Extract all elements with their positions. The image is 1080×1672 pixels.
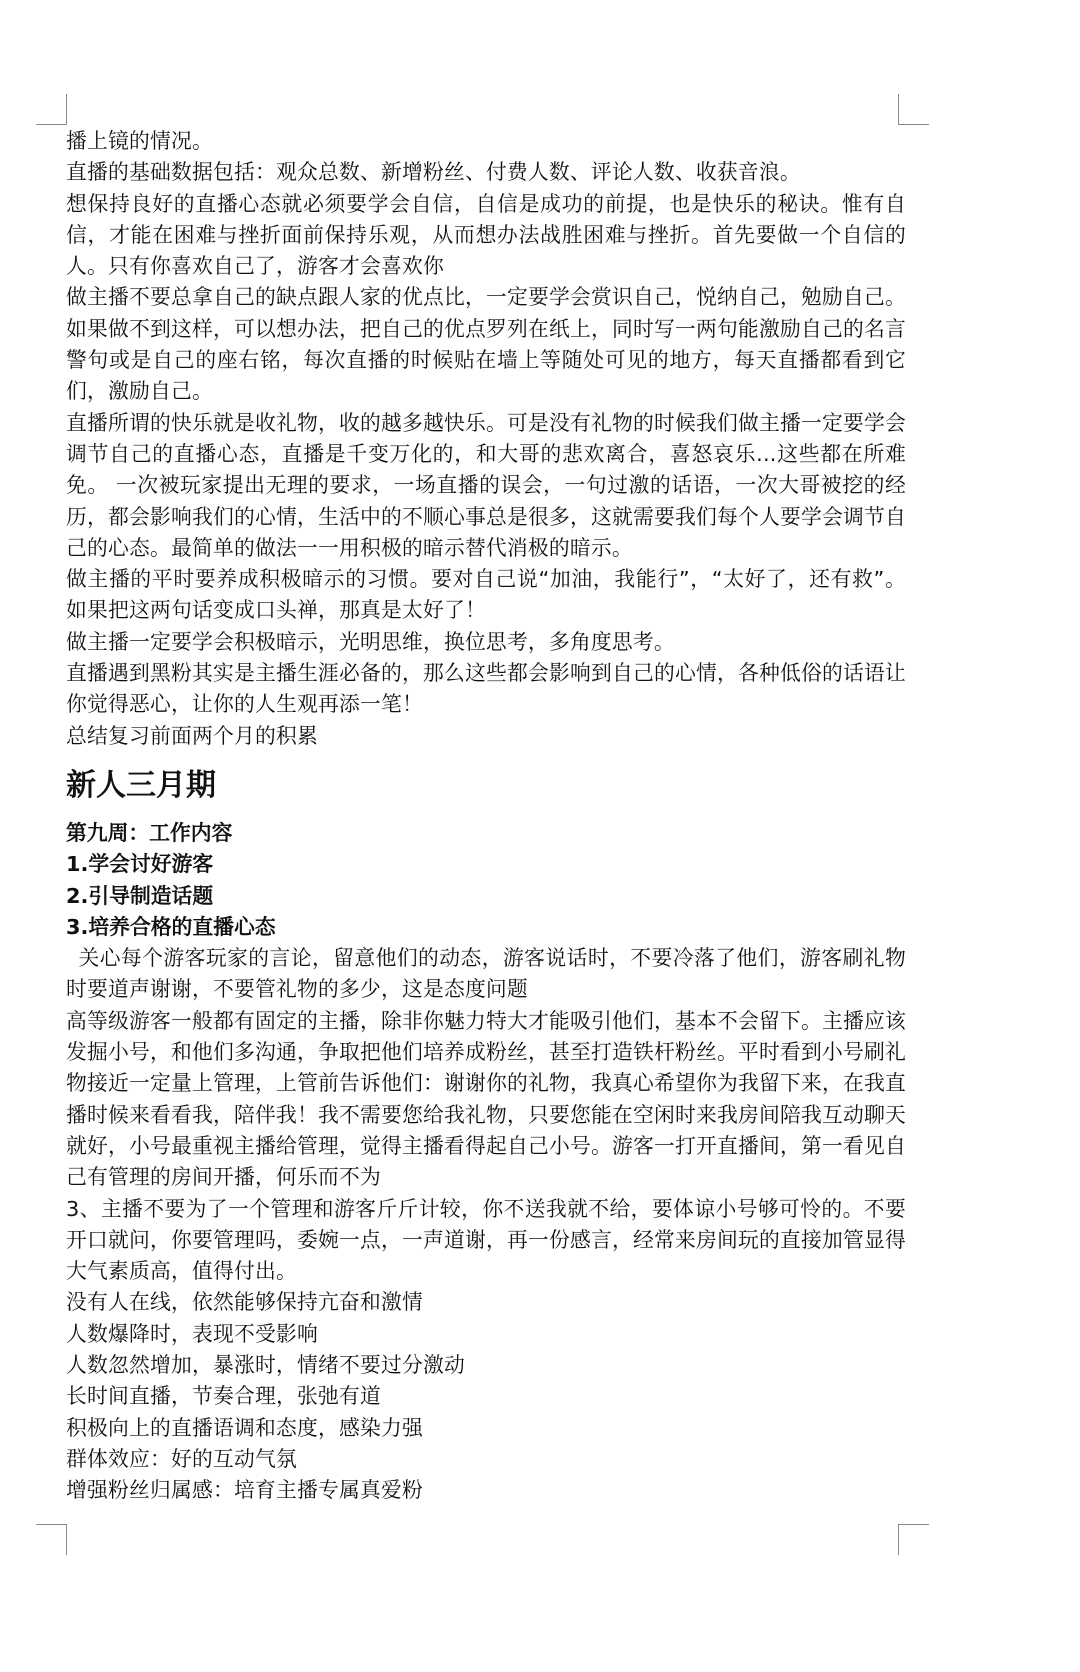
section-heading: 新人三月期 — [66, 767, 216, 803]
paragraph: 3、主播不要为了一个管理和游客斤斤计较，你不送我就不给，要体谅小号够可怜的。不要开口就问，你要管理吗，委婉一点，一声道谢，再一份感言，经常来房间玩的直接加管显得大气素质高，值得付出。 — [66, 1196, 906, 1284]
subheading-week: 第九周：工作内容 — [66, 820, 233, 845]
subheading-item: 3.培养合格的直播心态 — [66, 914, 276, 939]
list-line: 长时间直播，节奏合理，张弛有道 — [66, 1384, 381, 1409]
paragraph: 直播的基础数据包括：观众总数、新增粉丝、付费人数、评论人数、收获音浪。 — [66, 160, 801, 185]
paragraph: 想保持良好的直播心态就必须要学会自信，自信是成功的前提，也是快乐的秘诀。惟有自信，才能在困难与挫折面前保持乐观，从而想办法战胜困难与挫折。首先要做一个自信的人。只有你喜欢自己了，游客才会喜欢你 — [66, 191, 906, 279]
document-body — [66, 126, 906, 1506]
subheading-item: 1.学会讨好游客 — [66, 852, 214, 877]
list-line: 积极向上的直播语调和态度，感染力强 — [66, 1415, 423, 1440]
paragraph: 做主播的平时要养成积极暗示的习惯。要对自己说“加油，我能行”，“太好了，还有救”。如果把这两句话变成口头禅，那真是太好了！ — [66, 567, 906, 623]
list-line: 人数爆降时，表现不受影响 — [66, 1321, 318, 1346]
paragraph: 做主播不要总拿自己的缺点跟人家的优点比，一定要学会赏识自己，悦纳自己，勉励自己。如果做不到这样，可以想办法，把自己的优点罗列在纸上，同时写一两句能激励自己的名言警句或是自己的座右铭，每次直播的时候贴在墙上等随处可见的地方，每天直播都看到它们，激励自己。 — [66, 285, 906, 404]
list-line: 人数忽然增加，暴涨时，情绪不要过分激动 — [66, 1352, 465, 1377]
subheading-item: 2.引导制造话题 — [66, 883, 214, 908]
paragraph: 播上镜的情况。 — [66, 129, 213, 153]
crop-mark-top-right — [898, 94, 929, 125]
paragraph: 做主播一定要学会积极暗示，光明思维，换位思考，多角度思考。 — [66, 629, 675, 654]
crop-mark-bottom-right — [898, 1524, 929, 1555]
paragraph: 直播所谓的快乐就是收礼物，收的越多越快乐。可是没有礼物的时候我们做主播一定要学会调节自己的直播心态，直播是千变万化的，和大哥的悲欢离合，喜怒哀乐...这些都在所难免。 一次被玩家提出无理的要求，一场直播的误会，一句过激的话语，一次大哥被挖的经历，都会影响我们的心情，生活中的不顺心事总是很多，这就需要我们每个人要学会调节自己的心态。最简单的做法一一用积极的暗示替代消极的暗示。 — [66, 410, 906, 560]
crop-mark-top-left — [36, 94, 67, 125]
list-line: 增强粉丝归属感：培育主播专属真爱粉 — [66, 1478, 423, 1503]
paragraph: 关心每个游客玩家的言论，留意他们的动态，游客说话时，不要冷落了他们，游客刷礼物时要道声谢谢，不要管礼物的多少，这是态度问题 — [66, 946, 906, 1002]
paragraph: 直播遇到黑粉其实是主播生涯必备的，那么这些都会影响到自己的心情，各种低俗的话语让你觉得恶心，让你的人生观再添一笔！ — [66, 661, 906, 717]
paragraph: 高等级游客一般都有固定的主播，除非你魅力特大才能吸引他们，基本不会留下。主播应该发掘小号，和他们多沟通，争取把他们培养成粉丝，甚至打造铁杆粉丝。平时看到小号刷礼物接近一定量上管理，上管前告诉他们：谢谢你的礼物，我真心希望你为我留下来，在我直播时候来看看我，陪伴我！我不需要您给我礼物，只要您能在空闲时来我房间陪我互动聊天就好，小号最重视主播给管理，觉得主播看得起自己小号。游客一打开直播间，第一看见自己有管理的房间开播，何乐而不为 — [66, 1008, 906, 1190]
crop-mark-bottom-left — [36, 1524, 67, 1555]
list-line: 没有人在线，依然能够保持亢奋和激情 — [66, 1290, 423, 1315]
paragraph: 总结复习前面两个月的积累 — [66, 723, 318, 748]
list-line: 群体效应：好的互动气氛 — [66, 1446, 297, 1471]
